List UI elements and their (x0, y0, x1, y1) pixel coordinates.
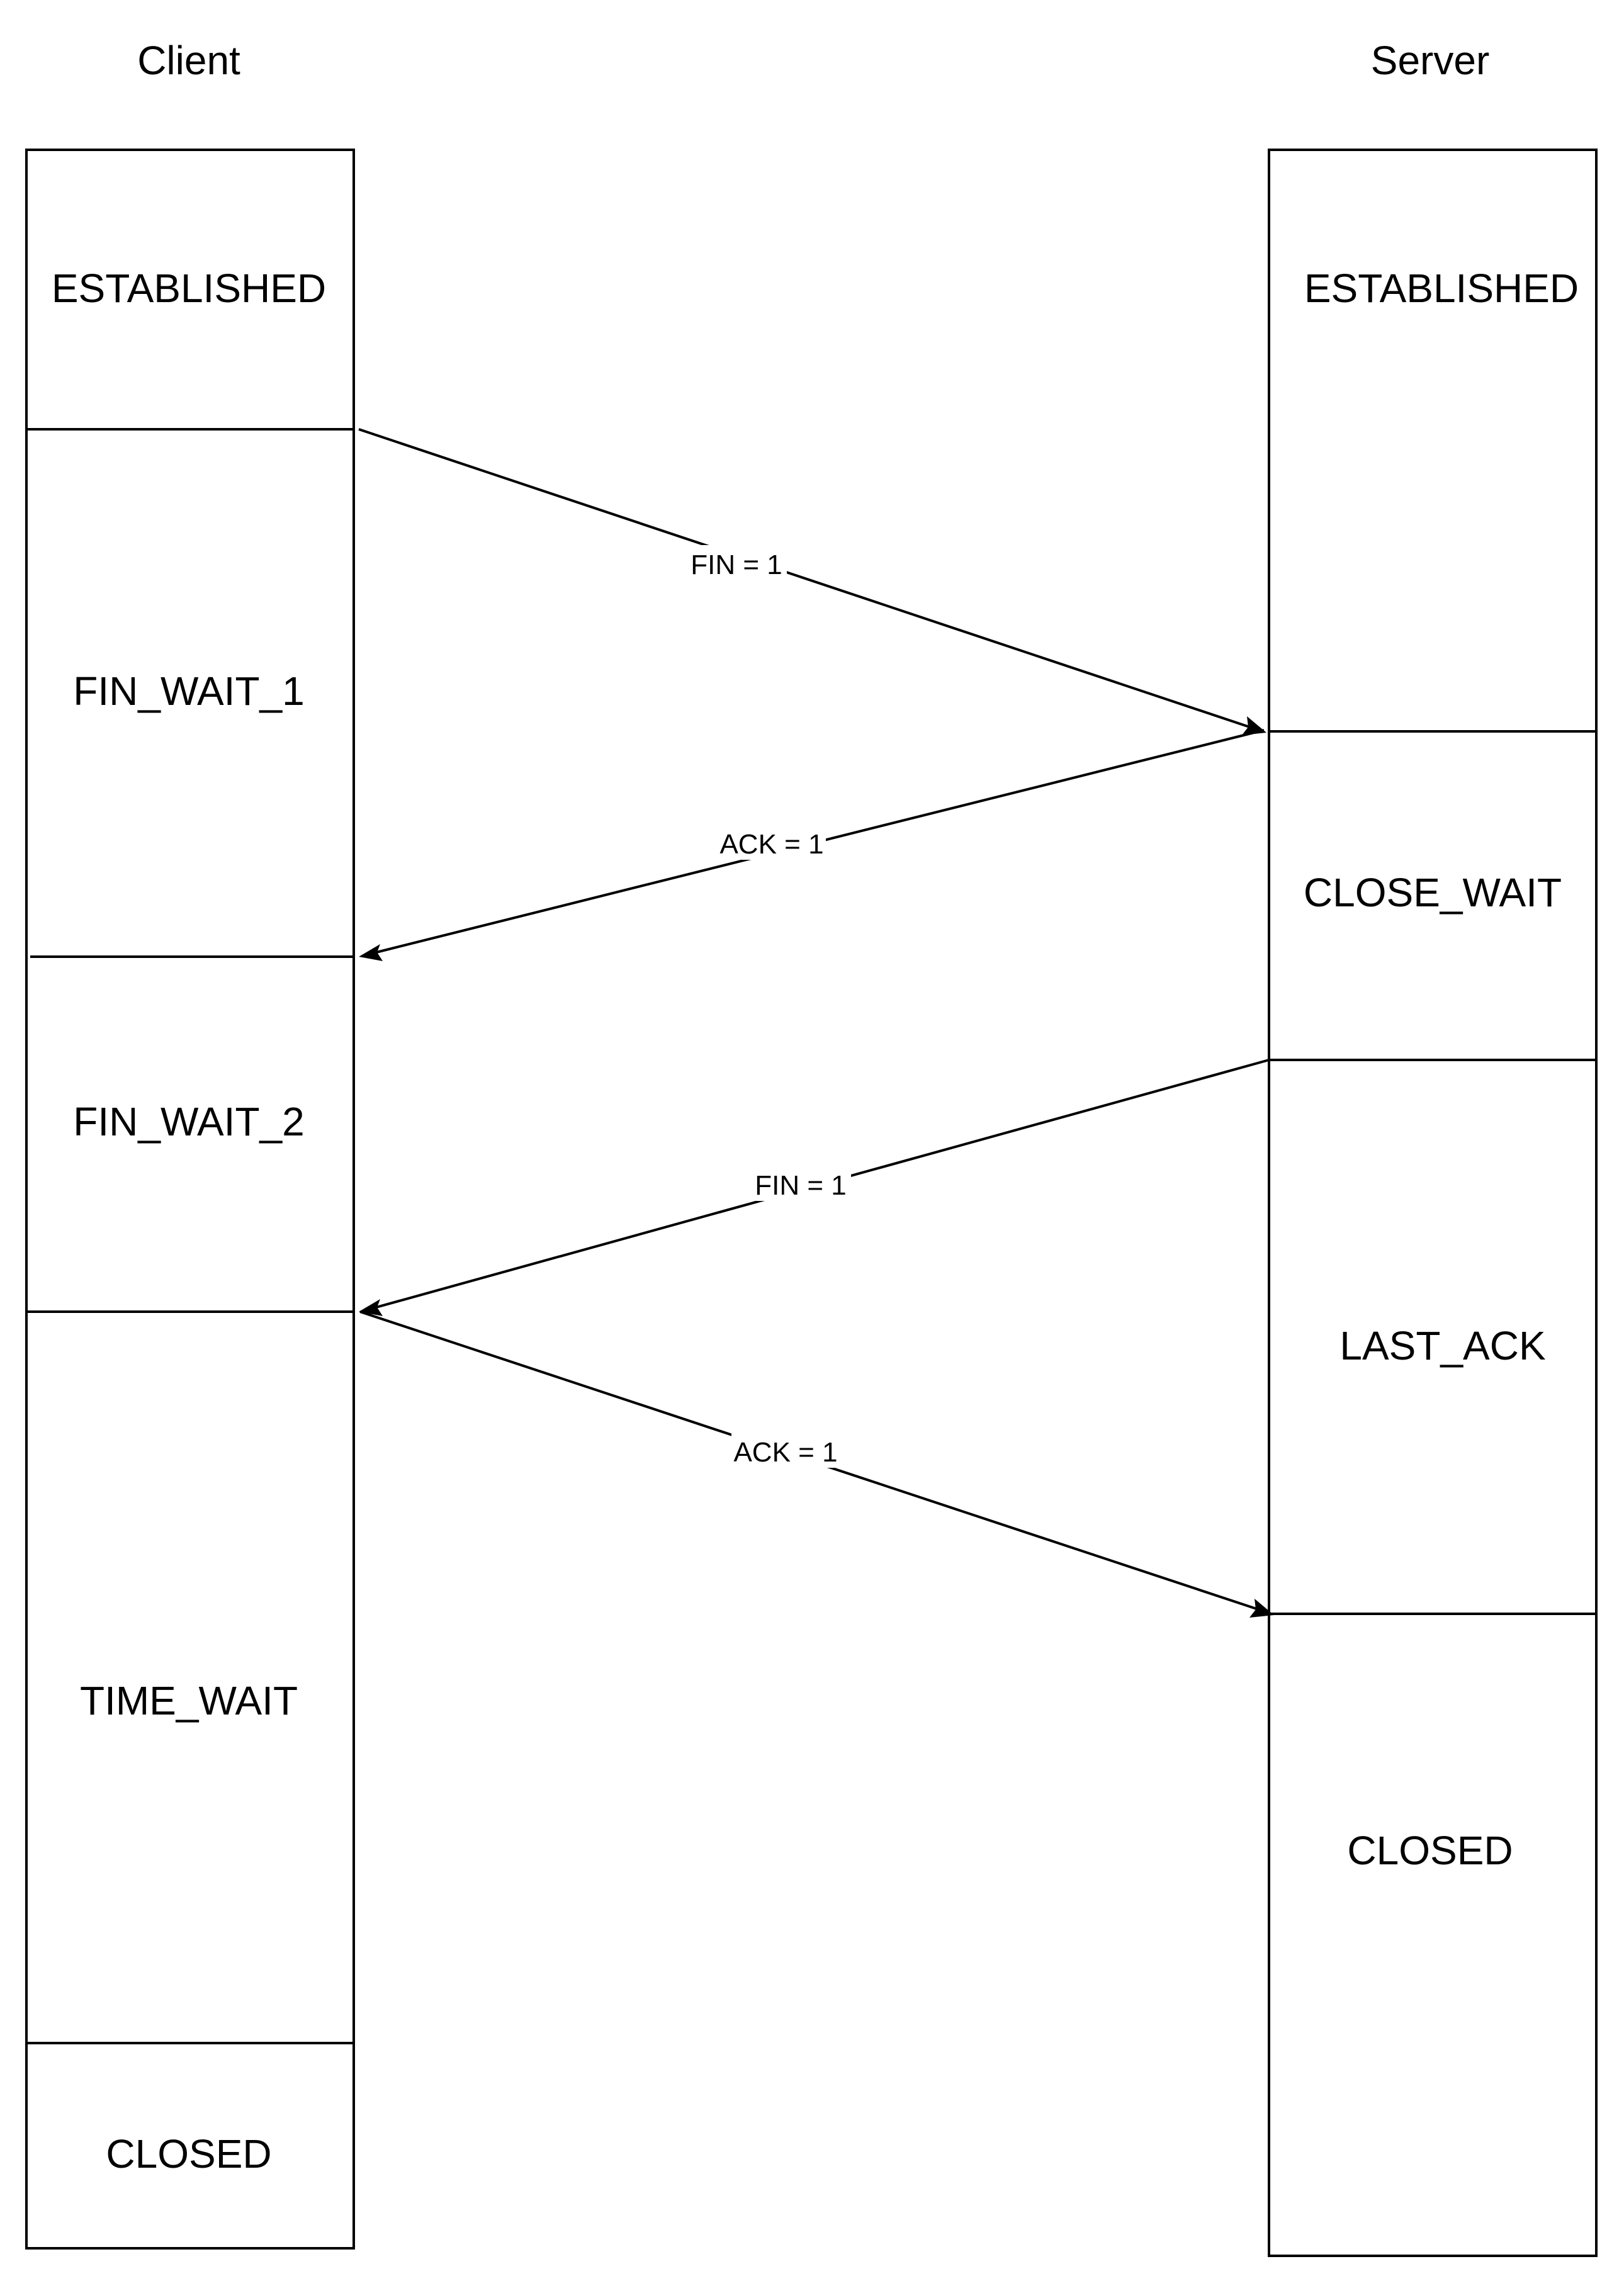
client-state-established: ESTABLISHED (51, 266, 327, 311)
client-state-fin-wait-1: FIN_WAIT_1 (73, 668, 305, 714)
client-state-fin-wait-2: FIN_WAIT_2 (73, 1099, 305, 1144)
server-lifeline-box (1269, 150, 1596, 2256)
client-lifeline-box (26, 150, 354, 2248)
server-state-last-ack: LAST_ACK (1339, 1323, 1546, 1368)
message-label: FIN = 1 (755, 1170, 847, 1201)
client-title: Client (137, 38, 240, 83)
client-state-time-wait: TIME_WAIT (79, 1678, 298, 1723)
message-label: ACK = 1 (733, 1437, 838, 1468)
server-title: Server (1370, 38, 1490, 83)
message-ack-client-to-server (360, 1312, 1274, 1618)
server-state-close-wait: CLOSE_WAIT (1303, 870, 1562, 915)
message-arrow-line (359, 429, 1251, 728)
client-column (26, 150, 354, 2248)
server-state-closed: CLOSED (1347, 1828, 1513, 1873)
server-state-established: ESTABLISHED (1304, 266, 1579, 311)
message-label: ACK = 1 (719, 829, 824, 860)
client-state-closed: CLOSED (106, 2131, 272, 2177)
message-fin-server-to-client (359, 1060, 1269, 1316)
message-fin-client-to-server (359, 429, 1266, 735)
server-column (1269, 150, 1596, 2256)
message-ack-server-to-client (359, 730, 1264, 961)
message-label: FIN = 1 (691, 549, 782, 580)
